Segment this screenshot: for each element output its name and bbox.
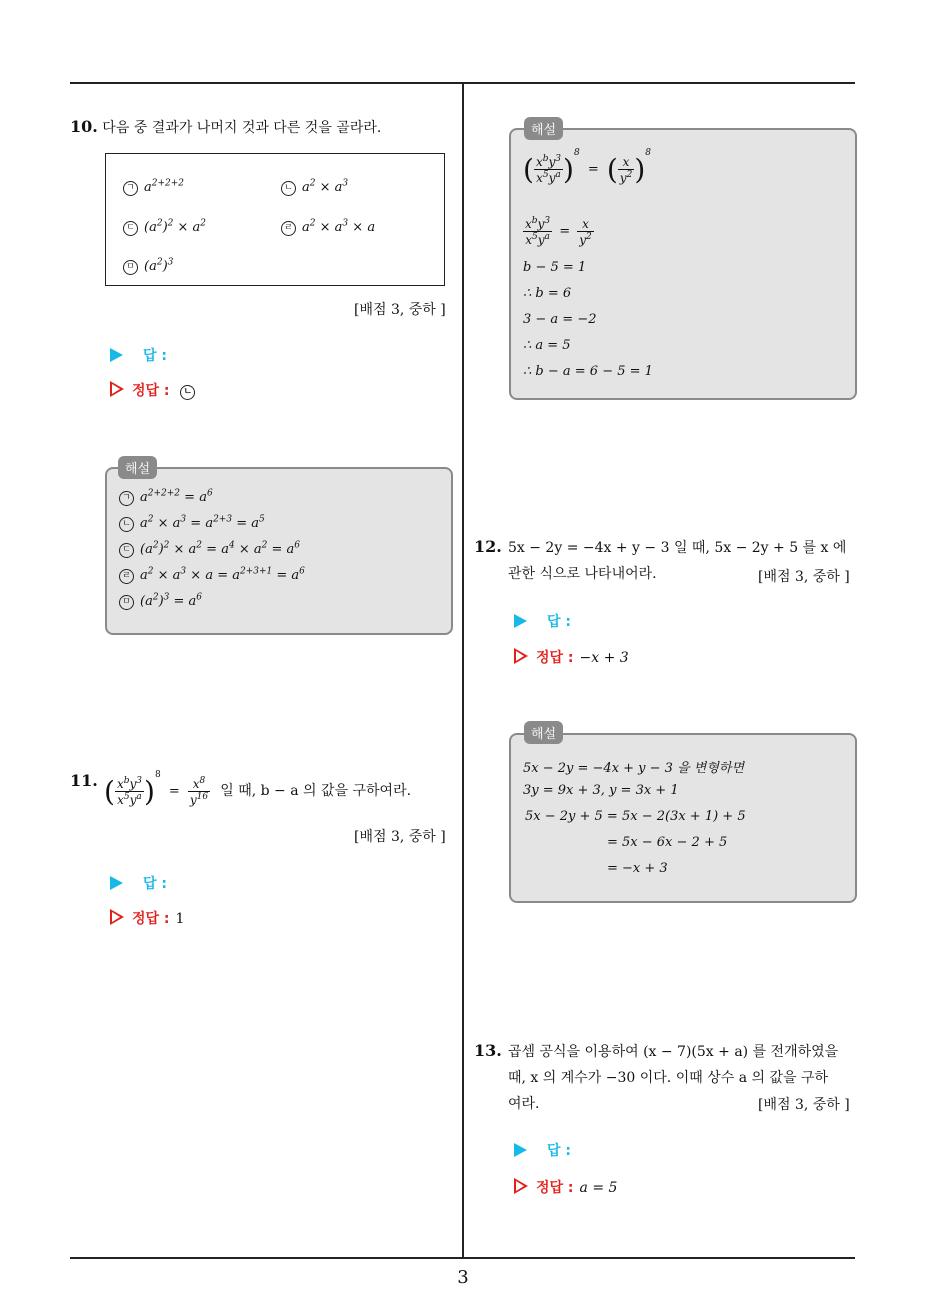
question-10	[70, 114, 381, 141]
solution-tag: 해설	[524, 721, 563, 744]
correct-value: 1	[175, 911, 185, 927]
question-text: 다음 중 결과가 나머지 것과 다른 것을 골라라.	[102, 120, 382, 136]
score-label: [배점 3, 중하 ]	[354, 829, 446, 845]
question-text: 일 때, b − a 의 값을 구하여라.	[220, 783, 412, 799]
question-number: 13.	[474, 1041, 502, 1060]
choice-4: ㄹ $a^2 \times a^3 \times a$	[281, 219, 375, 236]
solution-box	[509, 733, 857, 903]
play-icon	[110, 348, 123, 362]
triangle-outline-icon	[110, 909, 124, 925]
choice-mark: ㄹ	[281, 221, 296, 236]
correct-label: 정답 :	[132, 911, 170, 927]
question-text: 관한 식으로 나타내어라.	[508, 566, 657, 582]
triangle-outline-icon	[110, 381, 124, 397]
choice-mark: ㄴ	[281, 181, 296, 196]
solution-equation: ( $\frac{x^by^3}{x^5y^a}$ )$^8$ = ( $\frac{x}{y^2}$ )$^8$	[523, 148, 651, 186]
correct-label: 정답 :	[132, 383, 170, 399]
solution-box	[105, 467, 453, 635]
solution-tag: 해설	[524, 117, 563, 140]
correct-value: −x + 3	[579, 650, 629, 666]
solution-line: 3 − a = −2	[523, 312, 597, 327]
solution-line: ∴ b − a = 6 − 5 = 1	[523, 364, 653, 379]
question-text: 여라.	[508, 1096, 540, 1112]
answer-label: 답 :	[143, 876, 167, 892]
solution-tag: 해설	[118, 456, 157, 479]
solution-line: 5x − 2y = −4x + y − 3 을 변형하면	[523, 761, 745, 776]
answer-label: 답 :	[143, 348, 167, 364]
question-11-equation: ( $\frac{x^by^3}{x^5y^a}$ )$^8$ = $\frac{x^8}{y^{16}}$ 일 때, b − a 의 값을 구하여라.	[104, 770, 412, 808]
solution-box	[509, 128, 857, 400]
score-label: [배점 3, 중하 ]	[354, 302, 446, 318]
correct-label: 정답 :	[536, 1180, 574, 1196]
choice-5: ㅁ $(a^2)^3$	[123, 258, 173, 275]
score-label: [배점 3, 중하 ]	[758, 1097, 850, 1113]
answer-row	[110, 873, 167, 893]
question-number: 11.	[70, 771, 98, 790]
play-icon	[110, 876, 123, 890]
triangle-outline-icon	[514, 1178, 528, 1194]
solution-line: ㄷ $(a^2)^2 \times a^2 = a^4 \times a^2 = a^6$	[119, 541, 300, 558]
page-number: 3	[457, 1267, 469, 1288]
solution-line: 3y = 9x + 3, y = 3x + 1	[523, 783, 679, 798]
triangle-outline-icon	[514, 648, 528, 664]
solution-line: ∴ b = 6	[523, 286, 572, 301]
choice-box	[105, 153, 445, 286]
question-text: 5x − 2y = −4x + y − 3 일 때, 5x − 2y + 5 를 x 에	[508, 540, 847, 556]
choice-1: ㄱ $a^{2+2+2}$	[123, 179, 184, 196]
question-number: 10.	[70, 117, 98, 136]
solution-equation: $\frac{x^by^3}{x^5y^a}$ = $\frac{x}{y^2}$	[525, 216, 592, 247]
solution-line: b − 5 = 1	[523, 260, 587, 275]
solution-line: = −x + 3	[607, 861, 668, 876]
solution-line: ㄱ $a^{2+2+2} = a^6$	[119, 489, 213, 506]
answer-row	[514, 1140, 571, 1160]
correct-label: 정답 :	[536, 650, 574, 666]
solution-line: ㄹ $a^2 \times a^3 \times a = a^{2+3+1} = a^6$	[119, 567, 305, 584]
solution-line: ㄴ $a^2 \times a^3 = a^{2+3} = a^5$	[119, 515, 265, 532]
question-number: 12.	[474, 537, 502, 556]
correct-value: a = 5	[579, 1180, 618, 1196]
solution-line: ∴ a = 5	[523, 338, 571, 353]
choice-mark: ㄱ	[123, 181, 138, 196]
choice-3: ㄷ $(a^2)^2 \times a^2$	[123, 219, 206, 236]
play-icon	[514, 1143, 527, 1157]
correct-answer-row	[514, 1177, 617, 1197]
choice-mark: ㄷ	[123, 221, 138, 236]
score-label: [배점 3, 중하 ]	[758, 569, 850, 585]
correct-value: ㄴ	[180, 385, 195, 400]
solution-line: ㅁ $(a^2)^3 = a^6$	[119, 593, 202, 610]
correct-answer-row	[514, 647, 629, 667]
question-text: 때, x 의 계수가 −30 이다. 이때 상수 a 의 값을 구하	[508, 1070, 829, 1086]
answer-row	[110, 345, 167, 365]
column-divider	[462, 84, 464, 1258]
question-text: 곱셈 공식을 이용하여 (x − 7)(5x + a) 를 전개하였을	[508, 1044, 839, 1060]
correct-answer-row	[110, 380, 201, 400]
answer-row	[514, 611, 571, 631]
solution-line: 5x − 2y + 5 = 5x − 2(3x + 1) + 5	[525, 809, 746, 824]
choice-2: ㄴ $a^2 \times a^3$	[281, 179, 348, 196]
answer-label: 답 :	[547, 1143, 571, 1159]
play-icon	[514, 614, 527, 628]
solution-line: = 5x − 6x − 2 + 5	[607, 835, 728, 850]
choice-mark: ㅁ	[123, 260, 138, 275]
bottom-rule	[70, 1257, 855, 1259]
answer-label: 답 :	[547, 614, 571, 630]
correct-answer-row	[110, 908, 184, 928]
